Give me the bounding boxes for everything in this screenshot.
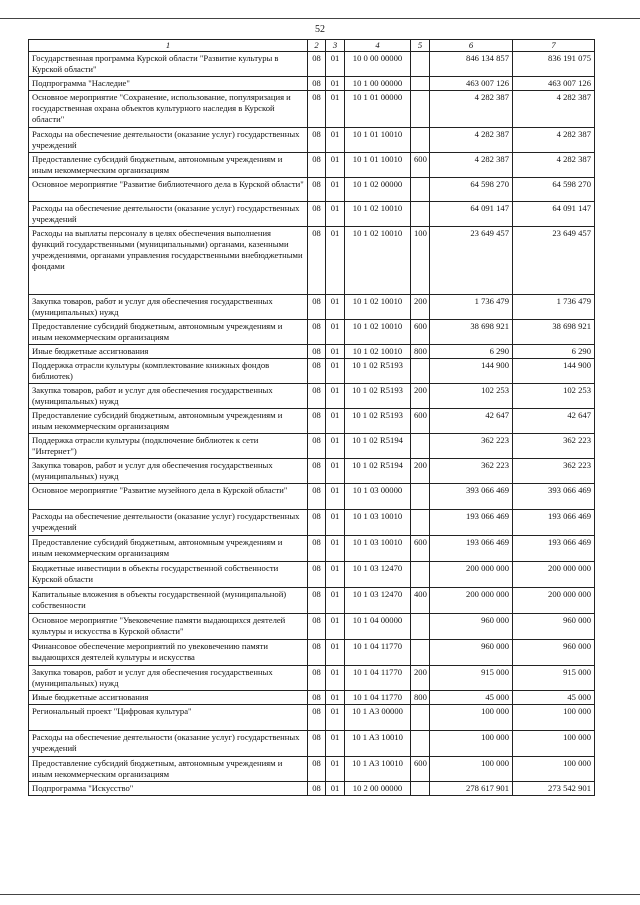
row-name-cell: Закупка товаров, работ и услуг для обеспечения государственных (муниципальных) нужд [29, 666, 308, 691]
amount-col6-cell: 362 223 [430, 434, 513, 459]
table-row [29, 202, 595, 227]
amount-col6-cell: 42 647 [430, 409, 513, 434]
subsection-code-cell: 01 [326, 510, 345, 536]
amount-col6-cell: 200 000 000 [430, 588, 513, 614]
row-name-cell: Закупка товаров, работ и услуг для обеспечения государственных (муниципальных) нужд [29, 295, 308, 320]
table-row [29, 731, 595, 757]
expense-type-cell [411, 484, 430, 510]
amount-col6-cell: 100 000 [430, 705, 513, 731]
expense-type-cell [411, 640, 430, 666]
subsection-code-cell: 01 [326, 640, 345, 666]
row-name-cell: Подпрограмма "Наследие" [29, 77, 308, 91]
amount-col6-cell: 960 000 [430, 614, 513, 640]
section-code-cell: 08 [308, 52, 326, 77]
table-row [29, 757, 595, 782]
target-article-cell: 10 1 02 R5193 [345, 359, 411, 384]
target-article-cell: 10 0 00 00000 [345, 52, 411, 77]
expense-type-cell [411, 782, 430, 796]
amount-col7-cell: 836 191 075 [513, 52, 595, 77]
subsection-code-cell: 01 [326, 227, 345, 295]
row-name-cell: Иные бюджетные ассигнования [29, 345, 308, 359]
amount-col7-cell: 193 066 469 [513, 510, 595, 536]
table-row [29, 459, 595, 484]
header-cell: 2 [308, 40, 326, 52]
amount-col7-cell: 960 000 [513, 614, 595, 640]
subsection-code-cell: 01 [326, 345, 345, 359]
section-code-cell: 08 [308, 91, 326, 128]
expense-type-cell: 200 [411, 384, 430, 409]
subsection-code-cell: 01 [326, 52, 345, 77]
target-article-cell: 10 1 A3 10010 [345, 731, 411, 757]
expense-type-cell: 100 [411, 227, 430, 295]
row-name-cell: Закупка товаров, работ и услуг для обеспечения государственных (муниципальных) нужд [29, 459, 308, 484]
expense-type-cell [411, 77, 430, 91]
section-code-cell: 08 [308, 484, 326, 510]
amount-col6-cell: 393 066 469 [430, 484, 513, 510]
subsection-code-cell: 01 [326, 409, 345, 434]
subsection-code-cell: 01 [326, 691, 345, 705]
amount-col7-cell: 1 736 479 [513, 295, 595, 320]
subsection-code-cell: 01 [326, 757, 345, 782]
target-article-cell: 10 1 04 11770 [345, 691, 411, 705]
amount-col6-cell: 4 282 387 [430, 128, 513, 153]
row-name-cell: Основное мероприятие "Увековечение памяти выдающихся деятелей культуры и искусства в Курской области" [29, 614, 308, 640]
amount-col7-cell: 273 542 901 [513, 782, 595, 796]
expense-type-cell [411, 128, 430, 153]
expense-type-cell [411, 562, 430, 588]
amount-col6-cell: 4 282 387 [430, 91, 513, 128]
row-name-cell: Поддержка отрасли культуры (подключение библиотек к сети "Интернет") [29, 434, 308, 459]
section-code-cell: 08 [308, 227, 326, 295]
subsection-code-cell: 01 [326, 731, 345, 757]
table-row [29, 320, 595, 345]
section-code-cell: 08 [308, 153, 326, 178]
subsection-code-cell: 01 [326, 782, 345, 796]
table-row [29, 666, 595, 691]
amount-col6-cell: 38 698 921 [430, 320, 513, 345]
row-name-cell: Предоставление субсидий бюджетным, автономным учреждениям и иным некоммерческим организациям [29, 153, 308, 178]
row-name-cell: Расходы на выплаты персоналу в целях обеспечения выполнения функций государственными (муниципальными) органами, казенными учреждениями, органами управления государственными внебюджетными фондами [29, 227, 308, 295]
row-name-cell: Предоставление субсидий бюджетным, автономным учреждениям и иным некоммерческим организациям [29, 409, 308, 434]
expense-type-cell: 600 [411, 320, 430, 345]
table-row [29, 409, 595, 434]
amount-col6-cell: 200 000 000 [430, 562, 513, 588]
header-cell: 5 [411, 40, 430, 52]
subsection-code-cell: 01 [326, 178, 345, 202]
amount-col7-cell: 200 000 000 [513, 588, 595, 614]
subsection-code-cell: 01 [326, 77, 345, 91]
row-name-cell: Расходы на обеспечение деятельности (оказание услуг) государственных учреждений [29, 202, 308, 227]
expense-type-cell: 600 [411, 409, 430, 434]
table-row [29, 536, 595, 562]
target-article-cell: 10 1 00 00000 [345, 77, 411, 91]
section-code-cell: 08 [308, 640, 326, 666]
row-name-cell: Иные бюджетные ассигнования [29, 691, 308, 705]
amount-col6-cell: 102 253 [430, 384, 513, 409]
row-name-cell: Региональный проект "Цифровая культура" [29, 705, 308, 731]
amount-col7-cell: 45 000 [513, 691, 595, 705]
expense-type-cell: 400 [411, 588, 430, 614]
target-article-cell: 10 1 03 10010 [345, 510, 411, 536]
header-cell: 4 [345, 40, 411, 52]
header-cell: 7 [513, 40, 595, 52]
table-row [29, 614, 595, 640]
expense-type-cell: 800 [411, 345, 430, 359]
target-article-cell: 10 1 04 00000 [345, 614, 411, 640]
amount-col6-cell: 915 000 [430, 666, 513, 691]
target-article-cell: 10 1 02 R5193 [345, 409, 411, 434]
table-row [29, 588, 595, 614]
subsection-code-cell: 01 [326, 359, 345, 384]
subsection-code-cell: 01 [326, 295, 345, 320]
row-name-cell: Капитальные вложения в объекты государственной (муниципальной) собственности [29, 588, 308, 614]
header-row [29, 40, 595, 52]
amount-col6-cell: 23 649 457 [430, 227, 513, 295]
subsection-code-cell: 01 [326, 614, 345, 640]
section-code-cell: 08 [308, 510, 326, 536]
section-code-cell: 08 [308, 345, 326, 359]
subsection-code-cell: 01 [326, 91, 345, 128]
amount-col6-cell: 64 598 270 [430, 178, 513, 202]
table-row [29, 705, 595, 731]
subsection-code-cell: 01 [326, 536, 345, 562]
expense-type-cell [411, 52, 430, 77]
table-row [29, 359, 595, 384]
expense-type-cell [411, 434, 430, 459]
target-article-cell: 10 1 04 11770 [345, 640, 411, 666]
row-name-cell: Расходы на обеспечение деятельности (оказание услуг) государственных учреждений [29, 128, 308, 153]
subsection-code-cell: 01 [326, 705, 345, 731]
target-article-cell: 10 1 03 10010 [345, 536, 411, 562]
amount-col7-cell: 4 282 387 [513, 153, 595, 178]
row-name-cell: Финансовое обеспечение мероприятий по увековечению памяти выдающихся деятелей культуры и искусства [29, 640, 308, 666]
subsection-code-cell: 01 [326, 202, 345, 227]
expense-type-cell [411, 510, 430, 536]
section-code-cell: 08 [308, 536, 326, 562]
table-row [29, 510, 595, 536]
section-code-cell: 08 [308, 614, 326, 640]
section-code-cell: 08 [308, 691, 326, 705]
target-article-cell: 10 1 03 12470 [345, 562, 411, 588]
amount-col7-cell: 23 649 457 [513, 227, 595, 295]
section-code-cell: 08 [308, 320, 326, 345]
table-row [29, 227, 595, 295]
section-code-cell: 08 [308, 128, 326, 153]
target-article-cell: 10 1 02 00000 [345, 178, 411, 202]
row-name-cell: Расходы на обеспечение деятельности (оказание услуг) государственных учреждений [29, 510, 308, 536]
expense-type-cell: 200 [411, 295, 430, 320]
subsection-code-cell: 01 [326, 666, 345, 691]
expense-type-cell [411, 178, 430, 202]
amount-col7-cell: 100 000 [513, 757, 595, 782]
row-name-cell: Предоставление субсидий бюджетным, автономным учреждениям и иным некоммерческим организациям [29, 757, 308, 782]
table-row [29, 91, 595, 128]
section-code-cell: 08 [308, 384, 326, 409]
section-code-cell: 08 [308, 295, 326, 320]
amount-col7-cell: 6 290 [513, 345, 595, 359]
section-code-cell: 08 [308, 359, 326, 384]
table-row [29, 640, 595, 666]
target-article-cell: 10 1 02 10010 [345, 295, 411, 320]
table-row [29, 295, 595, 320]
expense-type-cell: 600 [411, 153, 430, 178]
expense-type-cell [411, 202, 430, 227]
row-name-cell: Закупка товаров, работ и услуг для обеспечения государственных (муниципальных) нужд [29, 384, 308, 409]
amount-col6-cell: 4 282 387 [430, 153, 513, 178]
section-code-cell: 08 [308, 409, 326, 434]
table-row [29, 691, 595, 705]
subsection-code-cell: 01 [326, 562, 345, 588]
section-code-cell: 08 [308, 434, 326, 459]
amount-col6-cell: 64 091 147 [430, 202, 513, 227]
expense-type-cell [411, 705, 430, 731]
section-code-cell: 08 [308, 666, 326, 691]
row-name-cell: Подпрограмма "Искусство" [29, 782, 308, 796]
amount-col7-cell: 100 000 [513, 705, 595, 731]
section-code-cell: 08 [308, 202, 326, 227]
target-article-cell: 10 1 03 00000 [345, 484, 411, 510]
target-article-cell: 10 2 00 00000 [345, 782, 411, 796]
table-row [29, 345, 595, 359]
target-article-cell: 10 1 02 R5194 [345, 434, 411, 459]
subsection-code-cell: 01 [326, 384, 345, 409]
target-article-cell: 10 1 01 00000 [345, 91, 411, 128]
amount-col7-cell: 200 000 000 [513, 562, 595, 588]
amount-col6-cell: 846 134 857 [430, 52, 513, 77]
amount-col7-cell: 362 223 [513, 434, 595, 459]
row-name-cell: Государственная программа Курской области "Развитие культуры в Курской области" [29, 52, 308, 77]
header-cell: 1 [29, 40, 308, 52]
amount-col6-cell: 278 617 901 [430, 782, 513, 796]
amount-col7-cell: 960 000 [513, 640, 595, 666]
target-article-cell: 10 1 02 10010 [345, 227, 411, 295]
header-cell: 6 [430, 40, 513, 52]
amount-col6-cell: 1 736 479 [430, 295, 513, 320]
target-article-cell: 10 1 A3 00000 [345, 705, 411, 731]
table-row [29, 178, 595, 202]
table-row [29, 434, 595, 459]
amount-col7-cell: 193 066 469 [513, 536, 595, 562]
section-code-cell: 08 [308, 562, 326, 588]
section-code-cell: 08 [308, 705, 326, 731]
amount-col6-cell: 100 000 [430, 731, 513, 757]
target-article-cell: 10 1 02 R5194 [345, 459, 411, 484]
bottom-rule [0, 894, 640, 895]
amount-col6-cell: 193 066 469 [430, 536, 513, 562]
amount-col7-cell: 915 000 [513, 666, 595, 691]
amount-col6-cell: 960 000 [430, 640, 513, 666]
amount-col6-cell: 45 000 [430, 691, 513, 705]
amount-col7-cell: 42 647 [513, 409, 595, 434]
target-article-cell: 10 1 02 10010 [345, 345, 411, 359]
page-number: 52 [315, 24, 325, 35]
expense-type-cell [411, 731, 430, 757]
subsection-code-cell: 01 [326, 434, 345, 459]
subsection-code-cell: 01 [326, 588, 345, 614]
row-name-cell: Предоставление субсидий бюджетным, автономным учреждениям и иным некоммерческим организациям [29, 320, 308, 345]
table-row [29, 562, 595, 588]
section-code-cell: 08 [308, 757, 326, 782]
amount-col7-cell: 362 223 [513, 459, 595, 484]
row-name-cell: Основное мероприятие "Развитие библиотечного дела в Курской области" [29, 178, 308, 202]
target-article-cell: 10 1 03 12470 [345, 588, 411, 614]
top-rule [0, 18, 640, 19]
section-code-cell: 08 [308, 731, 326, 757]
table-row [29, 782, 595, 796]
row-name-cell: Расходы на обеспечение деятельности (оказание услуг) государственных учреждений [29, 731, 308, 757]
amount-col6-cell: 362 223 [430, 459, 513, 484]
header-cell: 3 [326, 40, 345, 52]
section-code-cell: 08 [308, 782, 326, 796]
amount-col7-cell: 144 900 [513, 359, 595, 384]
row-name-cell: Предоставление субсидий бюджетным, автономным учреждениям и иным некоммерческим организациям [29, 536, 308, 562]
row-name-cell: Поддержка отрасли культуры (комплектование книжных фондов библиотек) [29, 359, 308, 384]
table-row [29, 52, 595, 77]
expense-type-cell: 200 [411, 666, 430, 691]
budget-table [28, 39, 595, 796]
amount-col7-cell: 100 000 [513, 731, 595, 757]
table-row [29, 153, 595, 178]
row-name-cell: Основное мероприятие "Развитие музейного дела в Курской области" [29, 484, 308, 510]
target-article-cell: 10 1 A3 10010 [345, 757, 411, 782]
subsection-code-cell: 01 [326, 484, 345, 510]
table-row [29, 128, 595, 153]
section-code-cell: 08 [308, 77, 326, 91]
expense-type-cell [411, 359, 430, 384]
subsection-code-cell: 01 [326, 459, 345, 484]
amount-col6-cell: 6 290 [430, 345, 513, 359]
subsection-code-cell: 01 [326, 320, 345, 345]
subsection-code-cell: 01 [326, 128, 345, 153]
section-code-cell: 08 [308, 178, 326, 202]
amount-col6-cell: 193 066 469 [430, 510, 513, 536]
target-article-cell: 10 1 02 10010 [345, 320, 411, 345]
target-article-cell: 10 1 02 10010 [345, 202, 411, 227]
amount-col6-cell: 463 007 126 [430, 77, 513, 91]
amount-col7-cell: 463 007 126 [513, 77, 595, 91]
target-article-cell: 10 1 01 10010 [345, 153, 411, 178]
table-row [29, 384, 595, 409]
section-code-cell: 08 [308, 588, 326, 614]
expense-type-cell: 800 [411, 691, 430, 705]
target-article-cell: 10 1 01 10010 [345, 128, 411, 153]
amount-col6-cell: 100 000 [430, 757, 513, 782]
expense-type-cell [411, 91, 430, 128]
amount-col7-cell: 4 282 387 [513, 91, 595, 128]
table-row [29, 77, 595, 91]
subsection-code-cell: 01 [326, 153, 345, 178]
amount-col7-cell: 64 598 270 [513, 178, 595, 202]
target-article-cell: 10 1 04 11770 [345, 666, 411, 691]
amount-col7-cell: 4 282 387 [513, 128, 595, 153]
amount-col7-cell: 64 091 147 [513, 202, 595, 227]
expense-type-cell: 600 [411, 757, 430, 782]
expense-type-cell: 600 [411, 536, 430, 562]
table-row [29, 484, 595, 510]
amount-col7-cell: 393 066 469 [513, 484, 595, 510]
expense-type-cell [411, 614, 430, 640]
row-name-cell: Бюджетные инвестиции в объекты государственной собственности Курской области [29, 562, 308, 588]
row-name-cell: Основное мероприятие "Сохранение, использование, популяризация и государственная охрана объектов культурного наследия в Курской области" [29, 91, 308, 128]
target-article-cell: 10 1 02 R5193 [345, 384, 411, 409]
amount-col7-cell: 102 253 [513, 384, 595, 409]
amount-col7-cell: 38 698 921 [513, 320, 595, 345]
section-code-cell: 08 [308, 459, 326, 484]
expense-type-cell: 200 [411, 459, 430, 484]
amount-col6-cell: 144 900 [430, 359, 513, 384]
